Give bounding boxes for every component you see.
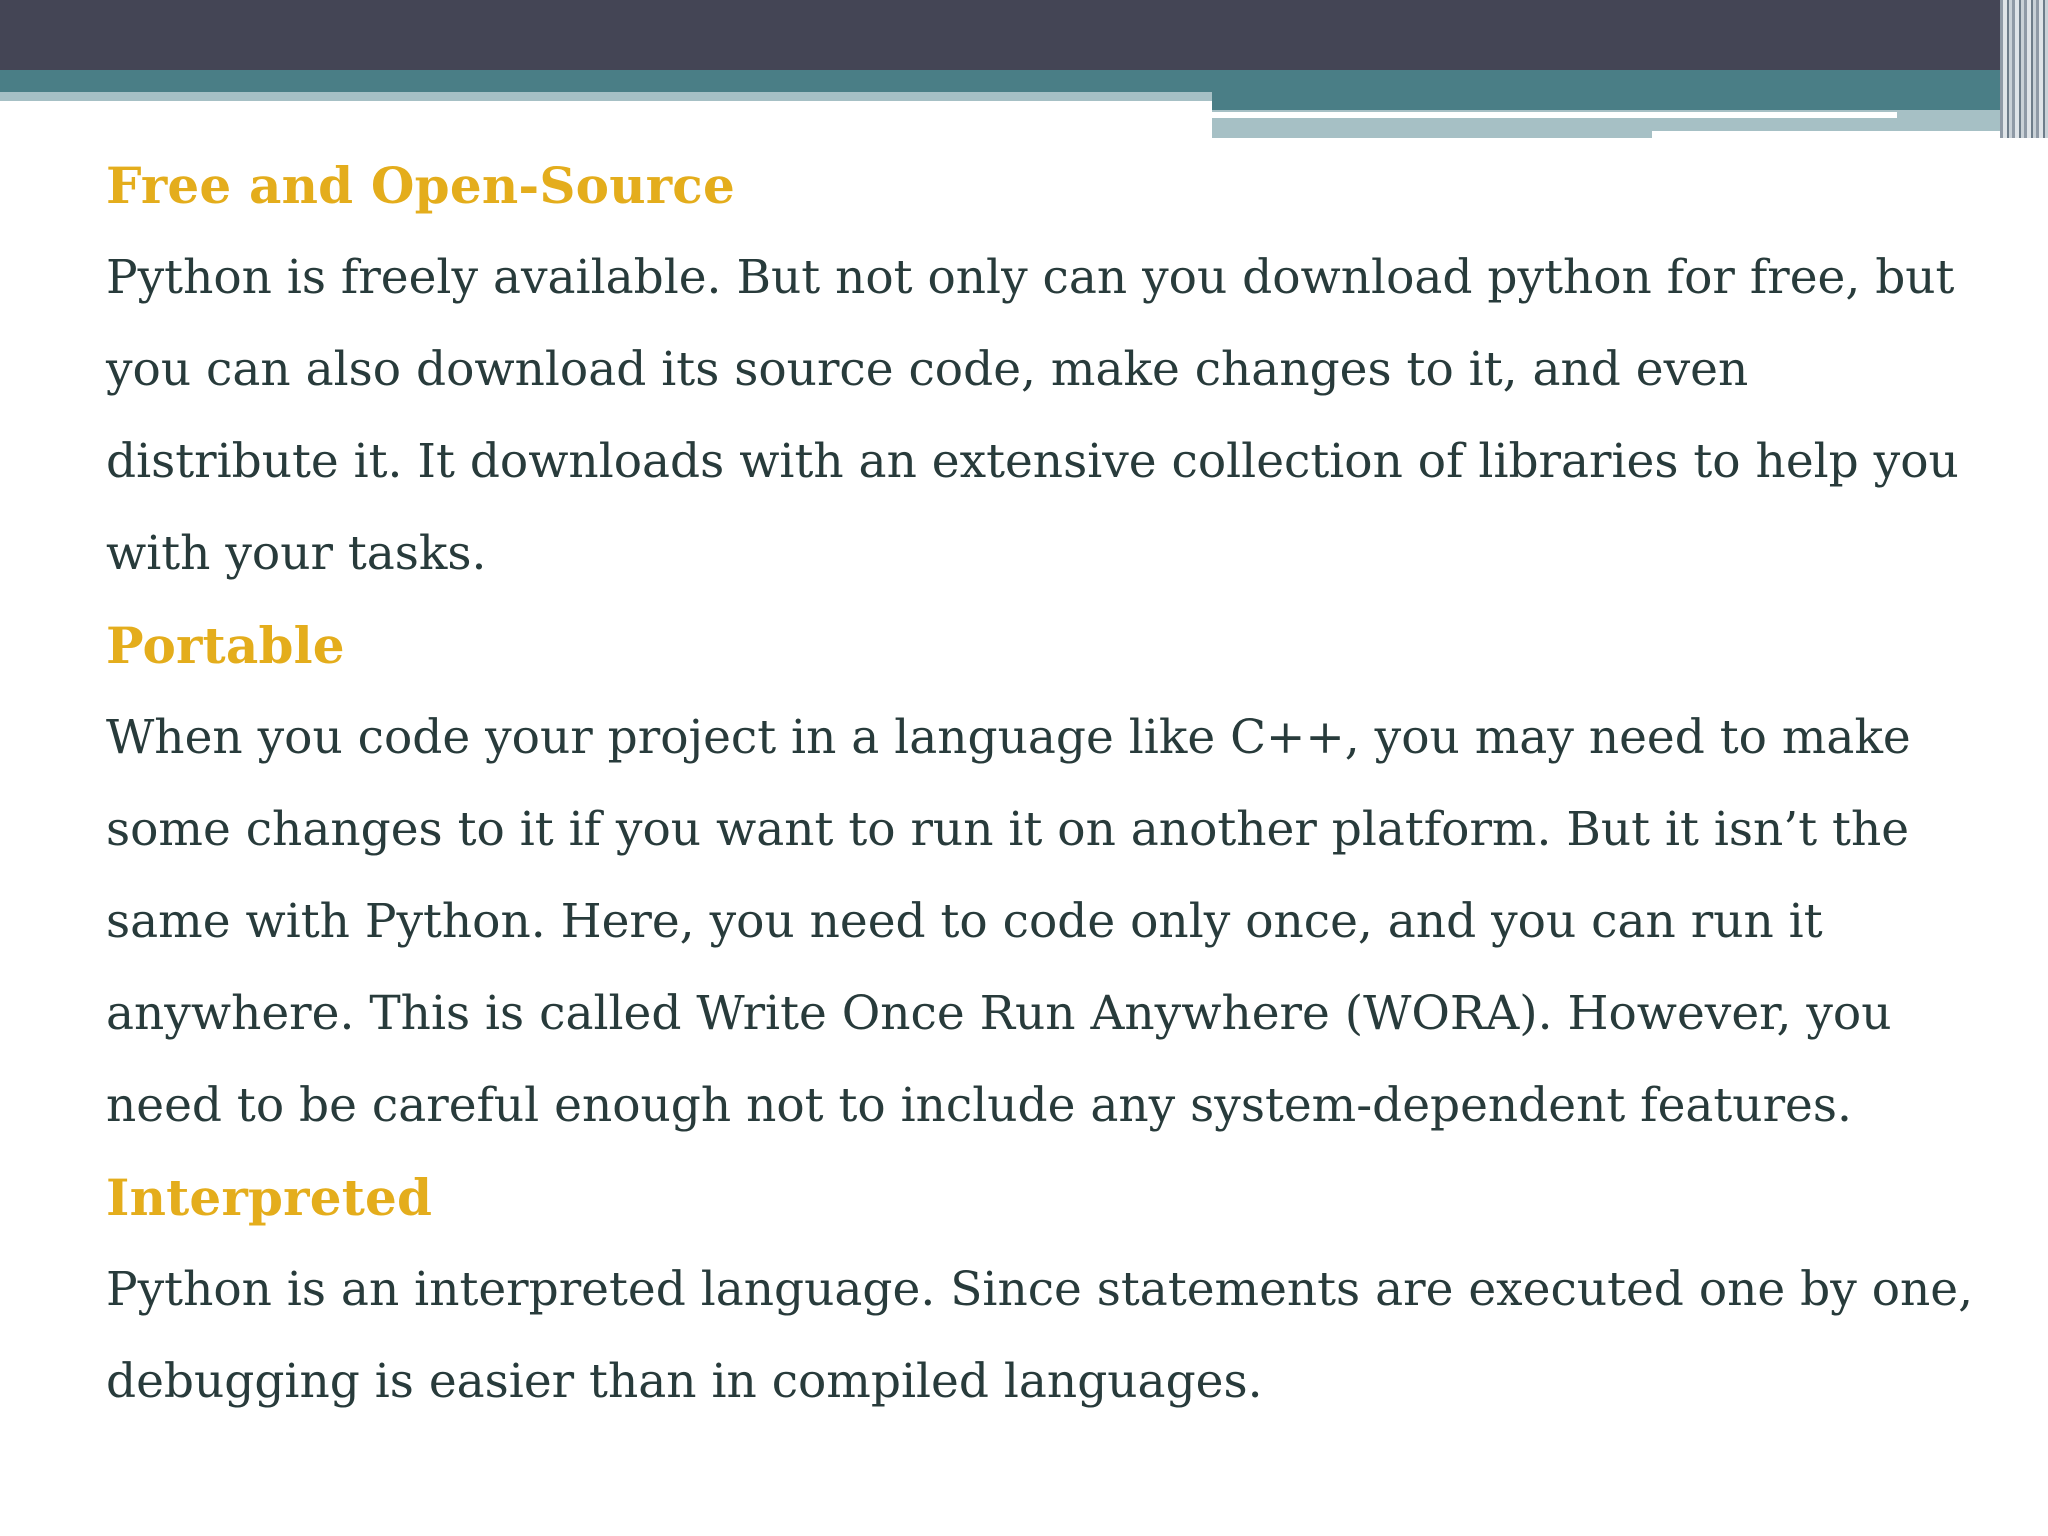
- header-light-bar-left: [0, 92, 1212, 101]
- header-divider-line: [1212, 112, 1897, 118]
- body-line: debugging is easier than in compiled languages.: [106, 1354, 1263, 1409]
- section-interpreted: [106, 1152, 1974, 1428]
- body-line: you can also download its source code, make changes to it, and even: [106, 342, 1749, 397]
- header-divider-line-short: [1652, 131, 2048, 139]
- body-line: Python is freely available. But not only can you download python for free, but: [106, 250, 1955, 305]
- header-dark-bar: [0, 0, 2048, 70]
- body-line: Python is an interpreted language. Since statements are executed one by one,: [106, 1262, 1974, 1317]
- section-free-open-source: [106, 140, 1959, 600]
- section-portable: [106, 600, 1911, 1152]
- body-line: When you code your project in a language like C++, you may need to make: [106, 710, 1911, 765]
- section-body: [106, 232, 1959, 600]
- header-edge-stripes: [2000, 0, 2048, 138]
- header-teal-bar-right: [1212, 92, 2048, 110]
- section-heading: Interpreted: [106, 1168, 433, 1227]
- body-line: some changes to it if you want to run it on another platform. But it isn’t the: [106, 802, 1910, 857]
- section-body: [106, 692, 1911, 1152]
- body-line: same with Python. Here, you need to code only once, and you can run it: [106, 894, 1823, 949]
- body-line: need to be careful enough not to include any system-dependent features.: [106, 1078, 1852, 1133]
- body-line: anywhere. This is called Write Once Run Anywhere (WORA). However, you: [106, 986, 1892, 1041]
- section-heading: Portable: [106, 616, 345, 675]
- section-heading: Free and Open-Source: [106, 156, 735, 215]
- slide-content: [106, 140, 1974, 1428]
- section-body: [106, 1244, 1974, 1428]
- header-teal-bar: [0, 70, 2048, 92]
- body-line: distribute it. It downloads with an extensive collection of libraries to help you: [106, 434, 1959, 489]
- body-line: with your tasks.: [106, 526, 487, 581]
